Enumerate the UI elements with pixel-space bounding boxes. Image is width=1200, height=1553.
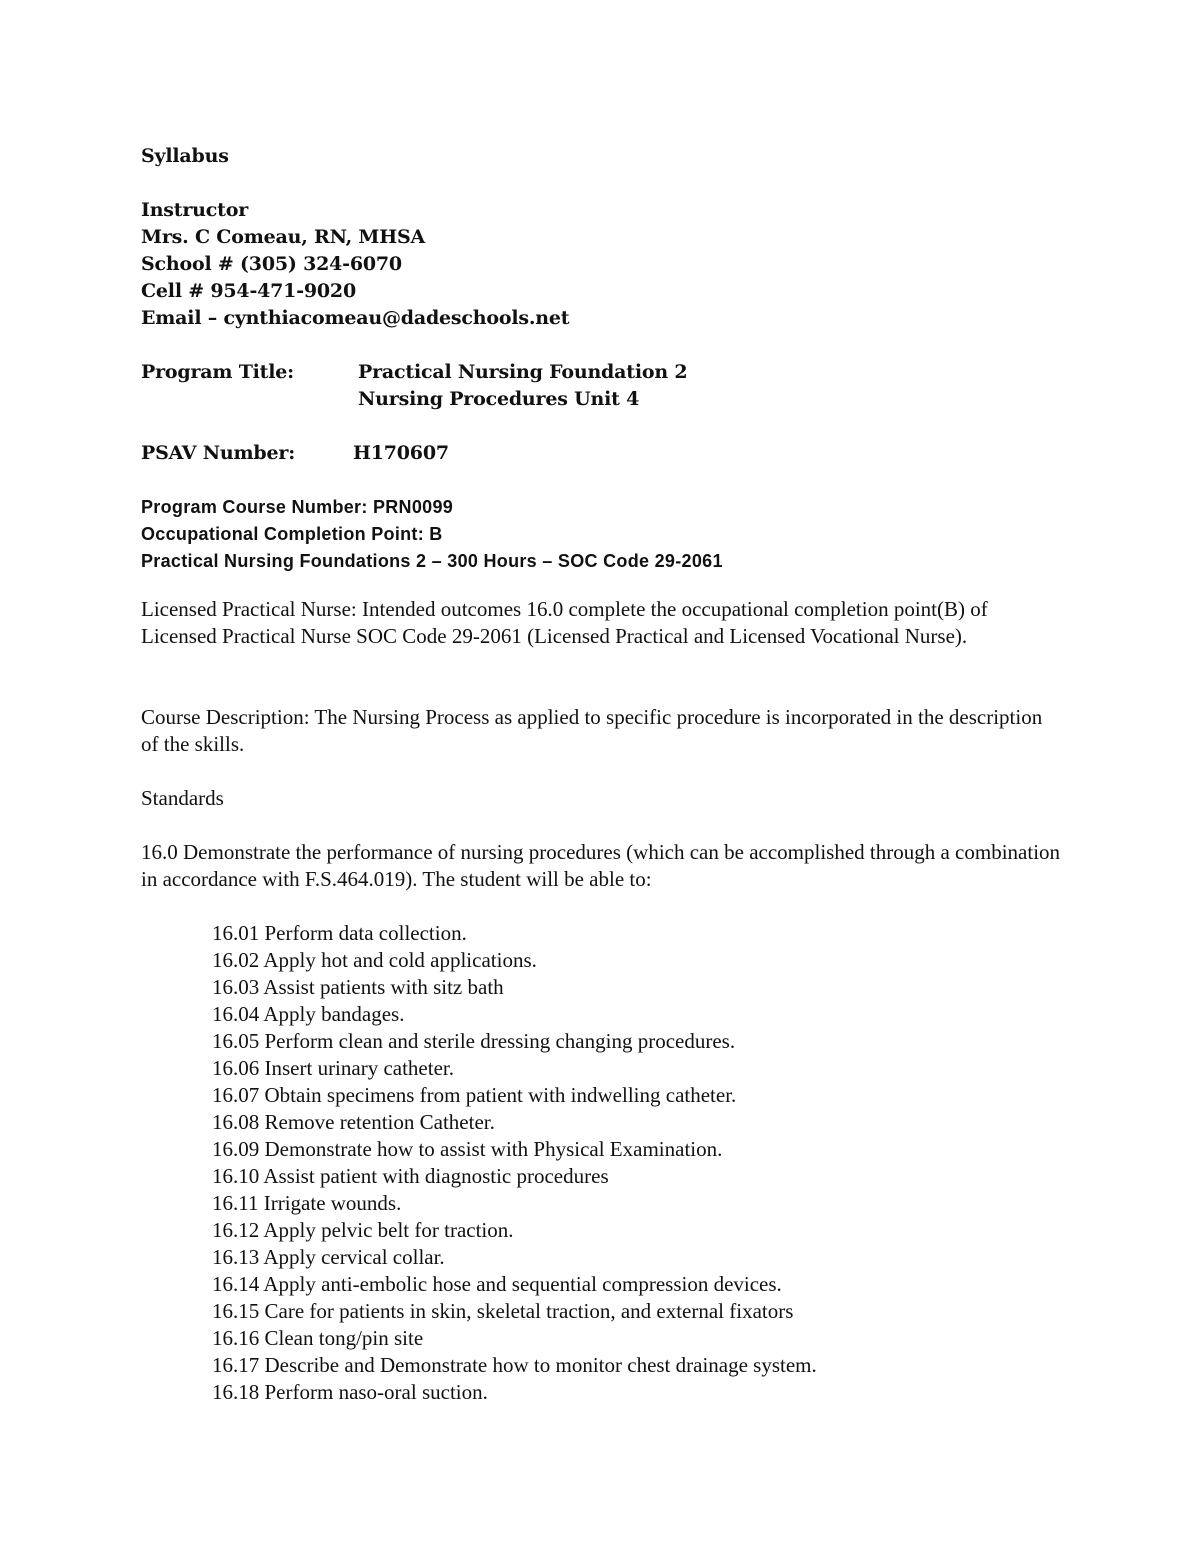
- psav-value: H170607: [353, 442, 449, 464]
- list-item: 16.11 Irrigate wounds.: [212, 1191, 402, 1215]
- list-item: 16.03 Assist patients with sitz bath: [212, 975, 504, 999]
- list-item: 16.10 Assist patient with diagnostic procedures: [212, 1164, 609, 1188]
- program-title-value: [358, 359, 687, 413]
- school-phone: School # (305) 324-6070: [141, 253, 402, 275]
- program-title-label: Program Title:: [141, 361, 294, 383]
- course-description: Course Description: The Nursing Process as applied to specific procedure is incorporated in the description of the skills.: [141, 705, 1043, 756]
- list-item: 16.01 Perform data collection.: [212, 921, 467, 945]
- list-item: 16.05 Perform clean and sterile dressing changing procedures.: [212, 1029, 736, 1053]
- list-item: 16.09 Demonstrate how to assist with Physical Examination.: [212, 1137, 723, 1161]
- list-item: 16.16 Clean tong/pin site: [212, 1326, 424, 1350]
- program-course-number: Program Course Number: PRN0099: [141, 497, 454, 517]
- instructor-email: Email – cynthiacomeau@dadeschools.net: [141, 307, 570, 329]
- list-item: 16.14 Apply anti-embolic hose and sequential compression devices.: [212, 1272, 782, 1296]
- program-title-line-1: Practical Nursing Foundation 2: [358, 361, 688, 383]
- list-item: 16.17 Describe and Demonstrate how to monitor chest drainage system.: [212, 1353, 817, 1377]
- list-item: 16.15 Care for patients in skin, skeletal traction, and external fixators: [212, 1299, 794, 1323]
- standards-list: [212, 920, 817, 1406]
- instructor-label: Instructor: [141, 199, 249, 221]
- list-item: 16.13 Apply cervical collar.: [212, 1245, 445, 1269]
- list-item: 16.08 Remove retention Catheter.: [212, 1110, 495, 1134]
- program-title-line-2: Nursing Procedures Unit 4: [358, 388, 640, 410]
- occupational-completion-point: Occupational Completion Point: B: [141, 524, 443, 544]
- foundations-hours: Practical Nursing Foundations 2 – 300 Hours – SOC Code 29-2061: [141, 551, 723, 571]
- standard-intro: 16.0 Demonstrate the performance of nursing procedures (which can be accomplished through a combination in accordance with F.S.464.019). The student will be able to:: [141, 840, 1061, 891]
- list-item: 16.06 Insert urinary catheter.: [212, 1056, 454, 1080]
- list-item: 16.07 Obtain specimens from patient with indwelling catheter.: [212, 1083, 737, 1107]
- list-item: 16.18 Perform naso-oral suction.: [212, 1380, 488, 1404]
- document-heading: Syllabus: [141, 145, 229, 167]
- list-item: 16.02 Apply hot and cold applications.: [212, 948, 537, 972]
- intended-outcomes: Licensed Practical Nurse: Intended outcomes 16.0 complete the occupational completion point(B) of Licensed Practical Nurse SOC Code 29-2061 (Licensed Practical and Licensed Vocational Nurse).: [141, 597, 988, 648]
- instructor-name: Mrs. C Comeau, RN, MHSA: [141, 226, 426, 248]
- cell-phone: Cell # 954-471-9020: [141, 280, 356, 302]
- list-item: 16.12 Apply pelvic belt for traction.: [212, 1218, 514, 1242]
- psav-label: PSAV Number:: [141, 442, 296, 464]
- instructor-block: [141, 197, 569, 332]
- course-info-block: [141, 494, 723, 575]
- standards-heading: Standards: [141, 786, 224, 810]
- list-item: 16.04 Apply bandages.: [212, 1002, 405, 1026]
